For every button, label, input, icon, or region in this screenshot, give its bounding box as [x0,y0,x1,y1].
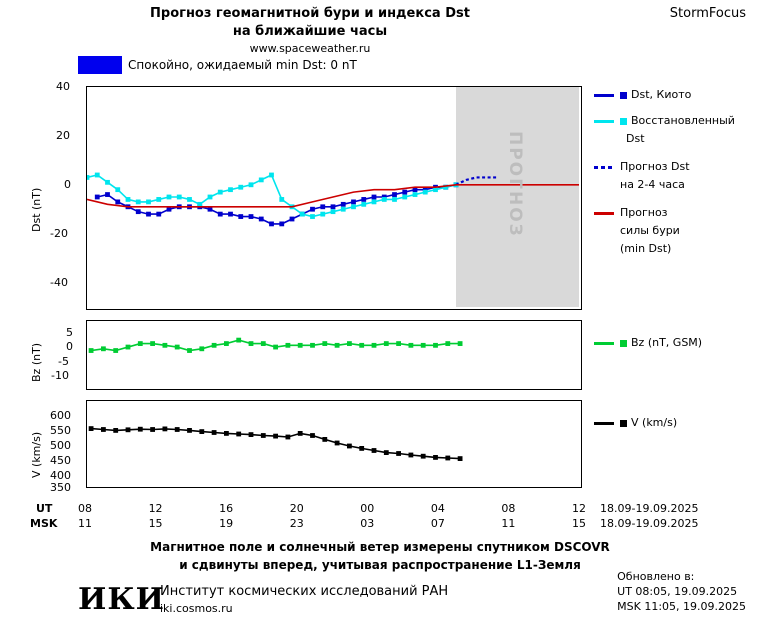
legend-storm-forecast [594,206,668,219]
forecast-watermark: ПРОГНОЗ [505,131,525,238]
bz-axis-label: Bz (nT) [30,342,43,382]
dst-ytick-0: 0 [64,178,71,191]
footer-note-line2: и сдвинуты вперед, учитывая распространение L1-Земля [179,558,581,572]
status-badge: Спокойно, ожидаемый min Dst: 0 nT [128,58,357,72]
legend-dst-kyoto [594,88,691,101]
legend-v [594,416,677,429]
legend-label-forecast-dst-1: Прогноз Dst [620,160,690,173]
v-chart-panel [86,400,582,488]
msk-row-label: MSK [30,517,58,530]
dst-ytick-m40: -40 [50,276,68,289]
legend-line-v [594,422,614,425]
legend-line-restored [594,120,614,123]
date-range-msk: 18.09-19.09.2025 [600,517,699,530]
legend-label-restored-2: Dst [626,132,645,145]
ut-row-label: UT [36,502,53,515]
msk-tick-0: 11 [78,517,92,530]
legend-marker-dst-kyoto [620,92,627,99]
legend-label-storm-2: силы бури [620,224,680,237]
legend-marker-restored [620,118,627,125]
msk-tick-2: 19 [219,517,234,530]
msk-tick-7: 15 [572,517,586,530]
legend-label-storm-3: (min Dst) [620,242,672,255]
updated-msk: MSK 11:05, 19.09.2025 [617,600,746,613]
msk-tick-5: 07 [430,517,445,530]
v-ytick-600: 600 [50,409,71,422]
page-title-line1: Прогноз геомагнитной бури и индекса Dst [150,6,470,21]
legend-label-v: V (km/s) [631,416,678,429]
legend-forecast-dst [594,160,690,173]
org-site[interactable]: iki.cosmos.ru [160,602,233,615]
v-ytick-400: 400 [50,469,71,482]
ut-tick-3: 20 [289,502,304,515]
msk-tick-1: 15 [148,517,163,530]
status-color-swatch [78,56,122,74]
updated-ut: UT 08:05, 19.09.2025 [617,585,738,598]
dst-ytick-20: 20 [56,129,70,142]
updated-block [617,570,746,615]
bz-chart-panel [86,320,582,390]
v-ytick-350: 350 [50,481,71,494]
v-ytick-550: 550 [50,424,71,437]
bz-chart-svg [87,321,579,387]
dst-ytick-m20: -20 [50,227,68,240]
ut-tick-7: 12 [572,502,586,515]
ut-tick-1: 12 [148,502,163,515]
legend-label-storm-1: Прогноз [620,206,668,219]
ut-tick-6: 08 [501,502,516,515]
legend-marker-v [620,420,627,427]
ut-tick-4: 00 [360,502,375,515]
legend-bz [594,336,702,349]
site-url: www.spaceweather.ru [249,42,371,55]
msk-tick-4: 03 [360,517,375,530]
v-chart-svg [87,401,579,485]
iki-logo: ИКИ [78,582,165,617]
legend-line-storm-forecast [594,212,614,215]
legend-label-dst-kyoto: Dst, Киото [631,88,692,101]
updated-title: Обновлено в: [617,570,695,583]
legend-restored [594,114,735,127]
bz-ytick-5: 5 [66,326,73,339]
v-axis-label: V (km/s) [30,431,43,478]
dst-chart-panel [86,86,582,310]
legend-line-dst-kyoto [594,94,614,97]
bz-ytick-0: 0 [66,340,73,353]
msk-tick-6: 11 [501,517,516,530]
legend-marker-bz [620,340,627,347]
dst-ytick-40: 40 [56,80,70,93]
ut-tick-5: 04 [430,502,445,515]
dst-axis-label: Dst (nT) [30,187,43,232]
footer-note-line1: Магнитное поле и солнечный ветер измерены спутником DSCOVR [150,540,610,554]
ut-tick-2: 16 [219,502,234,515]
legend-line-forecast-dst [594,166,614,169]
v-ytick-500: 500 [50,439,71,452]
msk-tick-3: 23 [289,517,304,530]
date-range-ut: 18.09-19.09.2025 [600,502,699,515]
bz-ytick-m10: -10 [51,369,69,382]
bz-ytick-m5: -5 [58,355,69,368]
legend-label-forecast-dst-2: на 2-4 часа [620,178,685,191]
legend-label-bz: Bz (nT, GSM) [631,336,703,349]
brand-label: StormFocus [669,6,746,21]
org-name: Институт космических исследований РАН [160,584,449,599]
page-title-line2: на ближайшие часы [232,24,388,39]
legend-label-restored-1: Восстановленный [631,114,735,127]
legend-line-bz [594,342,614,345]
v-ytick-450: 450 [50,454,71,467]
ut-tick-0: 08 [78,502,92,515]
